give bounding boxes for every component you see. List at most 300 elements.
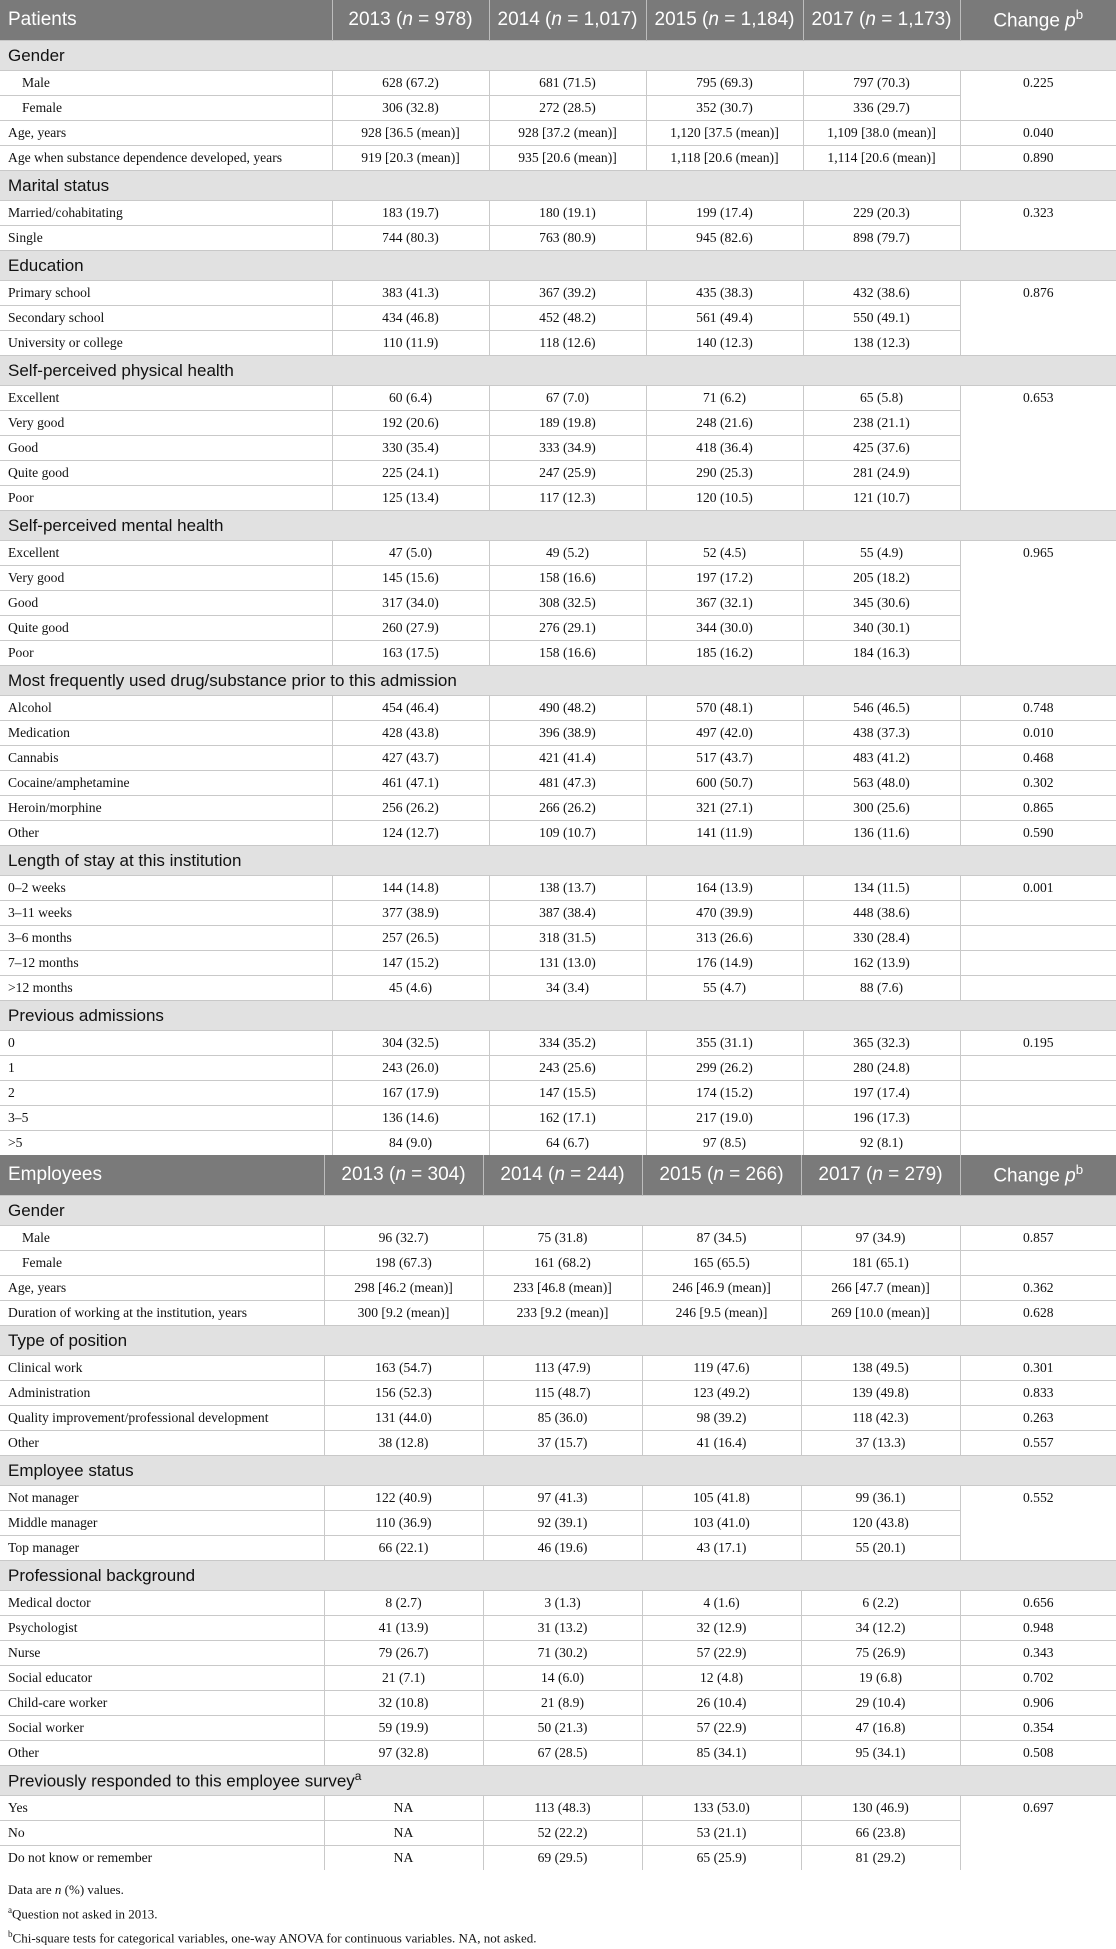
row-label: 2: [0, 1081, 332, 1106]
value-cell: 561 (49.4): [646, 306, 803, 331]
value-cell: 46 (19.6): [483, 1536, 642, 1561]
table-row: [0, 1691, 1116, 1716]
row-label: Age, years: [0, 121, 332, 146]
row-label: Administration: [0, 1381, 324, 1406]
value-cell: 299 (26.2): [646, 1056, 803, 1081]
section-title-cell: [0, 1456, 1116, 1486]
value-cell: 110 (36.9): [324, 1511, 483, 1536]
value-cell: 306 (32.8): [332, 96, 489, 121]
value-cell: 52 (22.2): [483, 1821, 642, 1846]
value-cell: 121 (10.7): [803, 486, 960, 511]
row-label: Married/cohabitating: [0, 201, 332, 226]
value-cell: 452 (48.2): [489, 306, 646, 331]
value-cell: 367 (32.1): [646, 591, 803, 616]
row-label: Not manager: [0, 1486, 324, 1511]
row-label: Single: [0, 226, 332, 251]
section-title-cell: [0, 846, 1116, 876]
value-cell: 41 (13.9): [324, 1616, 483, 1641]
year-column-header: 2015 (n = 1,184): [646, 0, 803, 41]
year-label: 2013: [348, 9, 391, 30]
value-cell: 280 (24.8): [803, 1056, 960, 1081]
value-cell: 113 (47.9): [483, 1356, 642, 1381]
table-row: [0, 1381, 1116, 1406]
value-cell: 55 (4.9): [803, 541, 960, 566]
value-cell: 197 (17.2): [646, 566, 803, 591]
table-row: [0, 1666, 1116, 1691]
value-cell: 38 (12.8): [324, 1431, 483, 1456]
row-label: Child-care worker: [0, 1691, 324, 1716]
value-cell: 345 (30.6): [803, 591, 960, 616]
value-cell: 158 (16.6): [489, 641, 646, 666]
value-cell: 71 (6.2): [646, 386, 803, 411]
row-label: Excellent: [0, 386, 332, 411]
value-cell: 55 (4.7): [646, 976, 803, 1001]
value-cell: 945 (82.6): [646, 226, 803, 251]
table-row: [0, 796, 1116, 821]
value-cell: 184 (16.3): [803, 641, 960, 666]
p-value-cell: [960, 1056, 1116, 1081]
value-cell: 266 (26.2): [489, 796, 646, 821]
value-cell: 57 (22.9): [642, 1641, 801, 1666]
row-label: Very good: [0, 566, 332, 591]
table-row: [0, 1276, 1116, 1301]
p-symbol: p: [1065, 1165, 1076, 1187]
section-title: Length of stay at this institution: [8, 850, 242, 870]
value-cell: 41 (16.4): [642, 1431, 801, 1456]
section-title-cell: [0, 171, 1116, 201]
value-cell: 189 (19.8): [489, 411, 646, 436]
table-row: [0, 331, 1116, 356]
value-cell: 377 (38.9): [332, 901, 489, 926]
value-cell: 174 (15.2): [646, 1081, 803, 1106]
value-cell: 428 (43.8): [332, 721, 489, 746]
row-label: Psychologist: [0, 1616, 324, 1641]
value-cell: 600 (50.7): [646, 771, 803, 796]
value-cell: 744 (80.3): [332, 226, 489, 251]
table-title: Employees: [0, 1155, 324, 1196]
value-cell: 205 (18.2): [803, 566, 960, 591]
value-cell: 248 (21.6): [646, 411, 803, 436]
value-cell: 85 (36.0): [483, 1406, 642, 1431]
p-value-cell: [960, 1131, 1116, 1156]
row-label: Male: [0, 1226, 324, 1251]
row-label: Nurse: [0, 1641, 324, 1666]
table-row: [0, 976, 1116, 1001]
p-value-cell: [960, 976, 1116, 1001]
value-cell: 57 (22.9): [642, 1716, 801, 1741]
p-value-cell: [960, 1081, 1116, 1106]
value-cell: 96 (32.7): [324, 1226, 483, 1251]
table-row: [0, 201, 1116, 226]
value-cell: 198 (67.3): [324, 1251, 483, 1276]
section-title-cell: [0, 41, 1116, 71]
p-value-cell: 0.702: [960, 1666, 1116, 1691]
table-row: [0, 1536, 1116, 1561]
section-title: Marital status: [8, 175, 110, 195]
value-cell: 336 (29.7): [803, 96, 960, 121]
p-value-cell: [960, 306, 1116, 331]
table-row: [0, 1226, 1116, 1251]
section-title: Previously responded to this employee survey: [8, 1771, 355, 1791]
value-cell: 427 (43.7): [332, 746, 489, 771]
value-cell: 550 (49.1): [803, 306, 960, 331]
table-row: [0, 71, 1116, 96]
year-column-header: 2017 (n = 279): [801, 1155, 960, 1196]
row-label: Medical doctor: [0, 1591, 324, 1616]
section-title-cell: [0, 1766, 1116, 1796]
row-label: Clinical work: [0, 1356, 324, 1381]
value-cell: 243 (26.0): [332, 1056, 489, 1081]
p-value-cell: 0.468: [960, 746, 1116, 771]
row-label: Medication: [0, 721, 332, 746]
row-label: Age when substance dependence developed, years: [0, 146, 332, 171]
value-cell: 81 (29.2): [801, 1846, 960, 1871]
value-cell: 71 (30.2): [483, 1641, 642, 1666]
row-label: Other: [0, 1431, 324, 1456]
sample-size: 279: [904, 1164, 937, 1185]
year-column-header: 2014 (n = 244): [483, 1155, 642, 1196]
p-value-cell: [960, 411, 1116, 436]
value-cell: 681 (71.5): [489, 71, 646, 96]
table-row: [0, 951, 1116, 976]
footnote-b: $^b$Chi-square tests for categorical variables, one-way ANOVA for continuous variables. NA, not asked.: [8, 1929, 537, 1946]
value-cell: 134 (11.5): [803, 876, 960, 901]
section-title-cell: [0, 251, 1116, 281]
value-cell: 387 (38.4): [489, 901, 646, 926]
row-label: 7–12 months: [0, 951, 332, 976]
section-title: Gender: [8, 45, 65, 65]
p-value-cell: [960, 1251, 1116, 1276]
section-title: Education: [8, 255, 84, 275]
row-label: University or college: [0, 331, 332, 356]
row-label: 3–11 weeks: [0, 901, 332, 926]
value-cell: 333 (34.9): [489, 436, 646, 461]
value-cell: 139 (49.8): [801, 1381, 960, 1406]
value-cell: 797 (70.3): [803, 71, 960, 96]
value-cell: 334 (35.2): [489, 1031, 646, 1056]
table-row: [0, 121, 1116, 146]
value-cell: 418 (36.4): [646, 436, 803, 461]
change-p-column-header: [960, 1155, 1116, 1196]
table-row: [0, 876, 1116, 901]
p-value-cell: [960, 951, 1116, 976]
n-symbol: n: [554, 1164, 565, 1185]
value-cell: 233 [9.2 (mean)]: [483, 1301, 642, 1326]
section-title: Type of position: [8, 1330, 128, 1350]
section-title-cell: [0, 1001, 1116, 1031]
table-row: [0, 386, 1116, 411]
value-cell: 163 (54.7): [324, 1356, 483, 1381]
value-cell: 192 (20.6): [332, 411, 489, 436]
row-label: Other: [0, 821, 332, 846]
value-cell: 66 (22.1): [324, 1536, 483, 1561]
year-label: 2015: [654, 9, 697, 30]
sample-size: 1,184: [740, 9, 789, 30]
value-cell: 185 (16.2): [646, 641, 803, 666]
p-value-cell: 0.557: [960, 1431, 1116, 1456]
value-cell: 65 (5.8): [803, 386, 960, 411]
value-cell: 340 (30.1): [803, 616, 960, 641]
value-cell: 434 (46.8): [332, 306, 489, 331]
p-value-cell: 0.301: [960, 1356, 1116, 1381]
row-label: Duration of working at the institution, years: [0, 1301, 324, 1326]
row-label: 3–5: [0, 1106, 332, 1131]
p-value-cell: 0.653: [960, 386, 1116, 411]
value-cell: 162 (17.1): [489, 1106, 646, 1131]
n-symbol: n: [708, 9, 719, 30]
section-header-row: [0, 171, 1116, 201]
value-cell: 52 (4.5): [646, 541, 803, 566]
row-label: >5: [0, 1131, 332, 1156]
value-cell: 87 (34.5): [642, 1226, 801, 1251]
value-cell: 481 (47.3): [489, 771, 646, 796]
value-cell: 79 (26.7): [324, 1641, 483, 1666]
value-cell: 6 (2.2): [801, 1591, 960, 1616]
value-cell: 92 (8.1): [803, 1131, 960, 1156]
row-label: Middle manager: [0, 1511, 324, 1536]
table-header-row: [0, 1155, 1116, 1196]
value-cell: 145 (15.6): [332, 566, 489, 591]
year-label: 2014: [497, 9, 540, 30]
row-label: 3–6 months: [0, 926, 332, 951]
row-label: Alcohol: [0, 696, 332, 721]
value-cell: 26 (10.4): [642, 1691, 801, 1716]
value-cell: 304 (32.5): [332, 1031, 489, 1056]
value-cell: 47 (16.8): [801, 1716, 960, 1741]
value-cell: 497 (42.0): [646, 721, 803, 746]
value-cell: 162 (13.9): [803, 951, 960, 976]
p-value-cell: 0.225: [960, 71, 1116, 96]
row-label: 0: [0, 1031, 332, 1056]
value-cell: 233 [46.8 (mean)]: [483, 1276, 642, 1301]
table-row: [0, 746, 1116, 771]
row-label: Male: [0, 71, 332, 96]
row-label: 1: [0, 1056, 332, 1081]
table-row: [0, 281, 1116, 306]
table-row: [0, 591, 1116, 616]
value-cell: 628 (67.2): [332, 71, 489, 96]
value-cell: 238 (21.1): [803, 411, 960, 436]
p-value-cell: 0.857: [960, 1226, 1116, 1251]
value-cell: 183 (19.7): [332, 201, 489, 226]
p-value-cell: [960, 1821, 1116, 1846]
value-cell: 563 (48.0): [803, 771, 960, 796]
year-column-header: 2017 (n = 1,173): [803, 0, 960, 41]
value-cell: 935 [20.6 (mean)]: [489, 146, 646, 171]
year-label: 2017: [811, 9, 854, 30]
value-cell: 97 (41.3): [483, 1486, 642, 1511]
sample-size: 1,017: [583, 9, 632, 30]
value-cell: 181 (65.1): [801, 1251, 960, 1276]
value-cell: 257 (26.5): [332, 926, 489, 951]
p-value-cell: 0.656: [960, 1591, 1116, 1616]
value-cell: 344 (30.0): [646, 616, 803, 641]
row-label: Cocaine/amphetamine: [0, 771, 332, 796]
value-cell: 31 (13.2): [483, 1616, 642, 1641]
value-cell: 21 (8.9): [483, 1691, 642, 1716]
value-cell: 180 (19.1): [489, 201, 646, 226]
value-cell: 281 (24.9): [803, 461, 960, 486]
value-cell: 115 (48.7): [483, 1381, 642, 1406]
value-cell: 99 (36.1): [801, 1486, 960, 1511]
value-cell: 147 (15.2): [332, 951, 489, 976]
value-cell: 1,114 [20.6 (mean)]: [803, 146, 960, 171]
p-value-cell: [960, 566, 1116, 591]
year-label: 2017: [818, 1164, 861, 1185]
value-cell: 98 (39.2): [642, 1406, 801, 1431]
value-cell: 425 (37.6): [803, 436, 960, 461]
table-row: [0, 411, 1116, 436]
table-row: [0, 641, 1116, 666]
value-cell: 53 (21.1): [642, 1821, 801, 1846]
value-cell: 45 (4.6): [332, 976, 489, 1001]
p-value-cell: 0.948: [960, 1616, 1116, 1641]
table-row: [0, 901, 1116, 926]
row-label: Other: [0, 1741, 324, 1766]
value-cell: 120 (43.8): [801, 1511, 960, 1536]
table-row: [0, 821, 1116, 846]
table-row: [0, 541, 1116, 566]
value-cell: 199 (17.4): [646, 201, 803, 226]
section-header-row: [0, 666, 1116, 696]
row-label: Female: [0, 1251, 324, 1276]
value-cell: 136 (11.6): [803, 821, 960, 846]
p-value-cell: 0.263: [960, 1406, 1116, 1431]
value-cell: 300 [9.2 (mean)]: [324, 1301, 483, 1326]
p-value-cell: 0.628: [960, 1301, 1116, 1326]
table-row: [0, 96, 1116, 121]
p-value-cell: 0.323: [960, 201, 1116, 226]
value-cell: 225 (24.1): [332, 461, 489, 486]
value-cell: 123 (49.2): [642, 1381, 801, 1406]
value-cell: 247 (25.9): [489, 461, 646, 486]
row-label: Cannabis: [0, 746, 332, 771]
table-row: [0, 1081, 1116, 1106]
value-cell: 66 (23.8): [801, 1821, 960, 1846]
value-cell: 59 (19.9): [324, 1716, 483, 1741]
row-label: Quite good: [0, 461, 332, 486]
value-cell: 396 (38.9): [489, 721, 646, 746]
sample-size: 244: [586, 1164, 619, 1185]
table-row: [0, 1741, 1116, 1766]
section-header-row: [0, 356, 1116, 386]
row-label: Social educator: [0, 1666, 324, 1691]
table-row: [0, 926, 1116, 951]
value-cell: 196 (17.3): [803, 1106, 960, 1131]
p-value-cell: [960, 1511, 1116, 1536]
table-row: [0, 616, 1116, 641]
sample-size: 1,173: [897, 9, 946, 30]
row-label: Social worker: [0, 1716, 324, 1741]
value-cell: 141 (11.9): [646, 821, 803, 846]
p-value-cell: 0.508: [960, 1741, 1116, 1766]
table-row: [0, 436, 1116, 461]
table-row: [0, 1616, 1116, 1641]
value-cell: 67 (7.0): [489, 386, 646, 411]
p-value-cell: 0.865: [960, 796, 1116, 821]
value-cell: 266 [47.7 (mean)]: [801, 1276, 960, 1301]
p-value-cell: 0.833: [960, 1381, 1116, 1406]
value-cell: 84 (9.0): [332, 1131, 489, 1156]
p-value-cell: 0.343: [960, 1641, 1116, 1666]
section-title-cell: [0, 356, 1116, 386]
p-value-cell: [960, 96, 1116, 121]
value-cell: 928 [36.5 (mean)]: [332, 121, 489, 146]
p-value-cell: [960, 1106, 1116, 1131]
row-label: Top manager: [0, 1536, 324, 1561]
value-cell: NA: [324, 1846, 483, 1871]
row-label: Age, years: [0, 1276, 324, 1301]
value-cell: 119 (47.6): [642, 1356, 801, 1381]
value-cell: 138 (12.3): [803, 331, 960, 356]
value-cell: 124 (12.7): [332, 821, 489, 846]
value-cell: 330 (35.4): [332, 436, 489, 461]
table-row: [0, 226, 1116, 251]
year-column-header: 2015 (n = 266): [642, 1155, 801, 1196]
value-cell: 367 (39.2): [489, 281, 646, 306]
value-cell: 421 (41.4): [489, 746, 646, 771]
value-cell: 898 (79.7): [803, 226, 960, 251]
p-value-cell: 0.195: [960, 1031, 1116, 1056]
row-label: Yes: [0, 1796, 324, 1821]
value-cell: 438 (37.3): [803, 721, 960, 746]
value-cell: 546 (46.5): [803, 696, 960, 721]
value-cell: 483 (41.2): [803, 746, 960, 771]
value-cell: 103 (41.0): [642, 1511, 801, 1536]
footnote-b-mark: b: [1075, 7, 1084, 23]
n-symbol: n: [395, 1164, 406, 1185]
footnote-b-mark: b: [1075, 1162, 1084, 1178]
p-value-cell: [960, 1846, 1116, 1871]
n-symbol: n: [865, 9, 876, 30]
row-label: Heroin/morphine: [0, 796, 332, 821]
value-cell: 55 (20.1): [801, 1536, 960, 1561]
value-cell: 461 (47.1): [332, 771, 489, 796]
value-cell: 1,118 [20.6 (mean)]: [646, 146, 803, 171]
row-label: Do not know or remember: [0, 1846, 324, 1871]
value-cell: 130 (46.9): [801, 1796, 960, 1821]
value-cell: 43 (17.1): [642, 1536, 801, 1561]
value-cell: 29 (10.4): [801, 1691, 960, 1716]
value-cell: 470 (39.9): [646, 901, 803, 926]
p-value-cell: [960, 641, 1116, 666]
value-cell: 454 (46.4): [332, 696, 489, 721]
value-cell: 246 [9.5 (mean)]: [642, 1301, 801, 1326]
table-row: [0, 486, 1116, 511]
value-cell: 97 (32.8): [324, 1741, 483, 1766]
p-value-cell: [960, 616, 1116, 641]
table-row: [0, 1356, 1116, 1381]
value-cell: 109 (10.7): [489, 821, 646, 846]
value-cell: 60 (6.4): [332, 386, 489, 411]
table-row: [0, 461, 1116, 486]
value-cell: 50 (21.3): [483, 1716, 642, 1741]
table-row: [0, 306, 1116, 331]
row-label: Good: [0, 591, 332, 616]
table-row: [0, 1251, 1116, 1276]
section-header-row: [0, 1196, 1116, 1226]
sample-size: 978: [434, 9, 467, 30]
table-row: [0, 1131, 1116, 1156]
value-cell: 321 (27.1): [646, 796, 803, 821]
p-value-cell: [960, 591, 1116, 616]
data-table: [0, 1155, 1116, 1870]
section-header-row: [0, 1326, 1116, 1356]
row-label: Excellent: [0, 541, 332, 566]
section-header-row: [0, 1456, 1116, 1486]
value-cell: 448 (38.6): [803, 901, 960, 926]
table-row: [0, 1056, 1116, 1081]
